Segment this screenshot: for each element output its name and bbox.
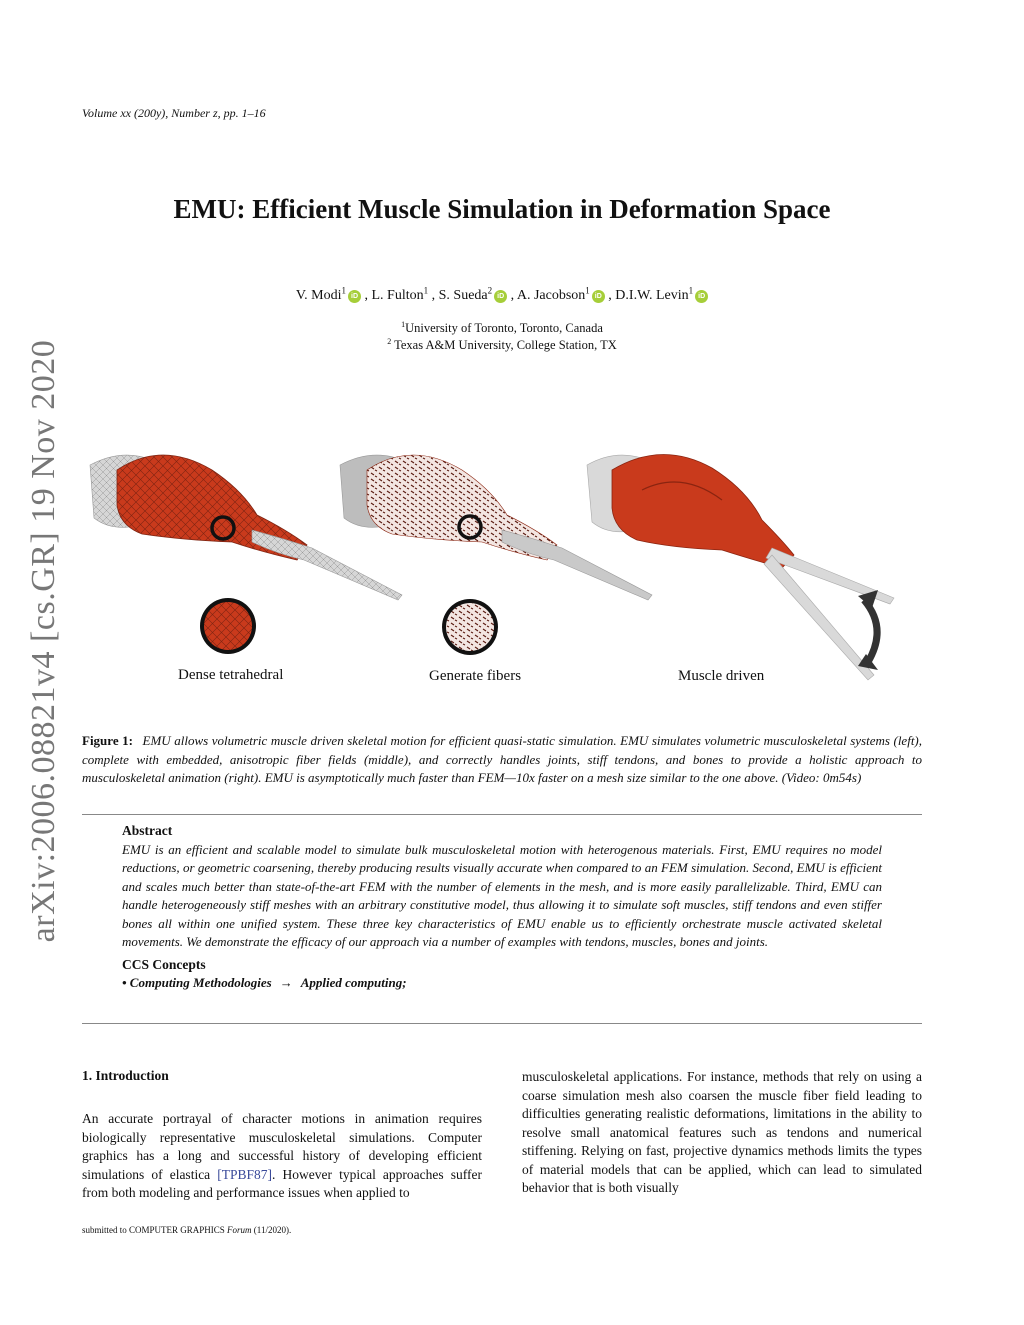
author-name: A. Jacobson (516, 287, 586, 303)
abstract-section (122, 823, 882, 991)
caption-text: EMU allows volumetric muscle driven skeletal motion for efficient quasi-static simulation. EMU simulates volumetric musculoskeletal systems (left), complete with embedded, anisotropic fiber fields (middle), and correctly handles joints, stiff tendons, and bones to provide a holistic approach to musculoskeletal animation (right). EMU is asymptotically much faster than FEM—10x faster on a mesh size similar to the one above. (Video: 0m54s) (82, 733, 923, 785)
arxiv-stamp-text: arXiv:2006.08821v4 [cs.GR] 19 Nov 2020 (25, 339, 62, 943)
author-affiliation-mark: 1 (423, 285, 429, 295)
figure-caption (82, 732, 922, 788)
author: A. Jacobson$^1$iD , (516, 285, 612, 303)
ccs-concepts: • Computing Methodologies → Applied computing; (122, 975, 407, 991)
citation-link[interactable]: [TPBF87] (217, 1166, 273, 1182)
author (615, 285, 708, 303)
figure-label-muscle-driven: Muscle driven (678, 668, 765, 684)
panel-muscle-driven (587, 454, 894, 680)
author-name: L. Fulton (371, 287, 424, 303)
author-name: D.I.W. Levin (615, 287, 689, 303)
author-affiliation-mark: 1 (585, 285, 590, 295)
author: S. Sueda$^2$iD , (438, 285, 515, 303)
author-affiliation-mark: 1 (688, 285, 694, 295)
author-affiliation-mark: 2 (487, 285, 493, 295)
caption-label: Figure 1: (82, 733, 133, 748)
author: V. Modi$^1$iD , (295, 285, 368, 303)
arrow-icon: → (279, 975, 293, 991)
section-heading-introduction: 1. Introduction (82, 1068, 169, 1083)
journal-line: Volume xx (200y), Number z, pp. 1–16 (82, 106, 266, 120)
author-name: V. Modi (295, 287, 342, 303)
teaser-figure-graphic (82, 430, 922, 700)
orcid-icon[interactable]: iD (592, 290, 605, 303)
intro-left-column: An accurate portrayal of character motions in animation requires biologically representative musculoskeletal simulations. Computer graphics has a long and successful history of developing efficient simulations of elastica [TPBF87]. However typical approaches suffer from both modeling and performance issues when applied to (82, 1111, 482, 1200)
abstract-top-rule (82, 814, 922, 815)
page-footer: submitted to COMPUTER GRAPHICS Forum (11/2020). (82, 1225, 292, 1235)
author-name: S. Sueda (438, 287, 488, 303)
orcid-icon[interactable]: iD (348, 290, 361, 303)
figure-label-generate-fibers: Generate fibers (429, 668, 522, 684)
paper-title: EMU: Efficient Muscle Simulation in Deformation Space (173, 194, 831, 224)
orcid-icon[interactable]: iD (494, 290, 507, 303)
orcid-icon[interactable]: iD (695, 290, 708, 303)
author-list (0, 285, 1004, 304)
ccs-heading: CCS Concepts (122, 957, 206, 973)
abstract-heading: Abstract (122, 823, 173, 838)
affiliation-1: $^1$University of Toronto, Toronto, Canada (401, 320, 603, 336)
teaser-figure (82, 430, 922, 700)
author-affiliation-mark: 1 (341, 285, 346, 295)
figure-label-dense-tetrahedral: Dense tetrahedral (178, 667, 284, 683)
abstract-bottom-rule (82, 1023, 922, 1024)
abstract-text: EMU is an efficient and scalable model to simulate bulk musculoskeletal motion with heterogenous materials. First, EMU requires no model reductions, or geometric coarsening, thereby producing results visually accurate when compared to an FEM simulation. Second, EMU is efficient and scales much better than state-of-the-art FEM with the number of elements in the mesh, and is more easily parallelizable. Third, EMU can handle heterogeneously stiff meshes with an arbitrary constitutive model, thus allowing it to simulate soft muscles, stiff tendons and even stiffer bones all within one unified system. These three key characteristics of EMU enable us to efficiently orchestrate muscle activated skeletal movements. We demonstrate the efficacy of our approach via a number of examples with tendons, muscles, bones and joints. (122, 842, 882, 950)
affiliation-2: $^2$ Texas A&M University, College Station, TX (387, 337, 617, 353)
intro-right-column: musculoskeletal applications. For instance, methods that rely on using a coarse simulation mesh also coarsen the muscle fiber field leading to difficulties generating realistic deformations, limitations in the ability to resolve small anatomical features such as tendons and numerical stiffening. Relying on fast, projective dynamics methods limits the types of material models that can be applied, which can lead to simulated behavior that is both visually (522, 1069, 922, 1195)
author: L. Fulton$^1$ , (371, 285, 436, 303)
